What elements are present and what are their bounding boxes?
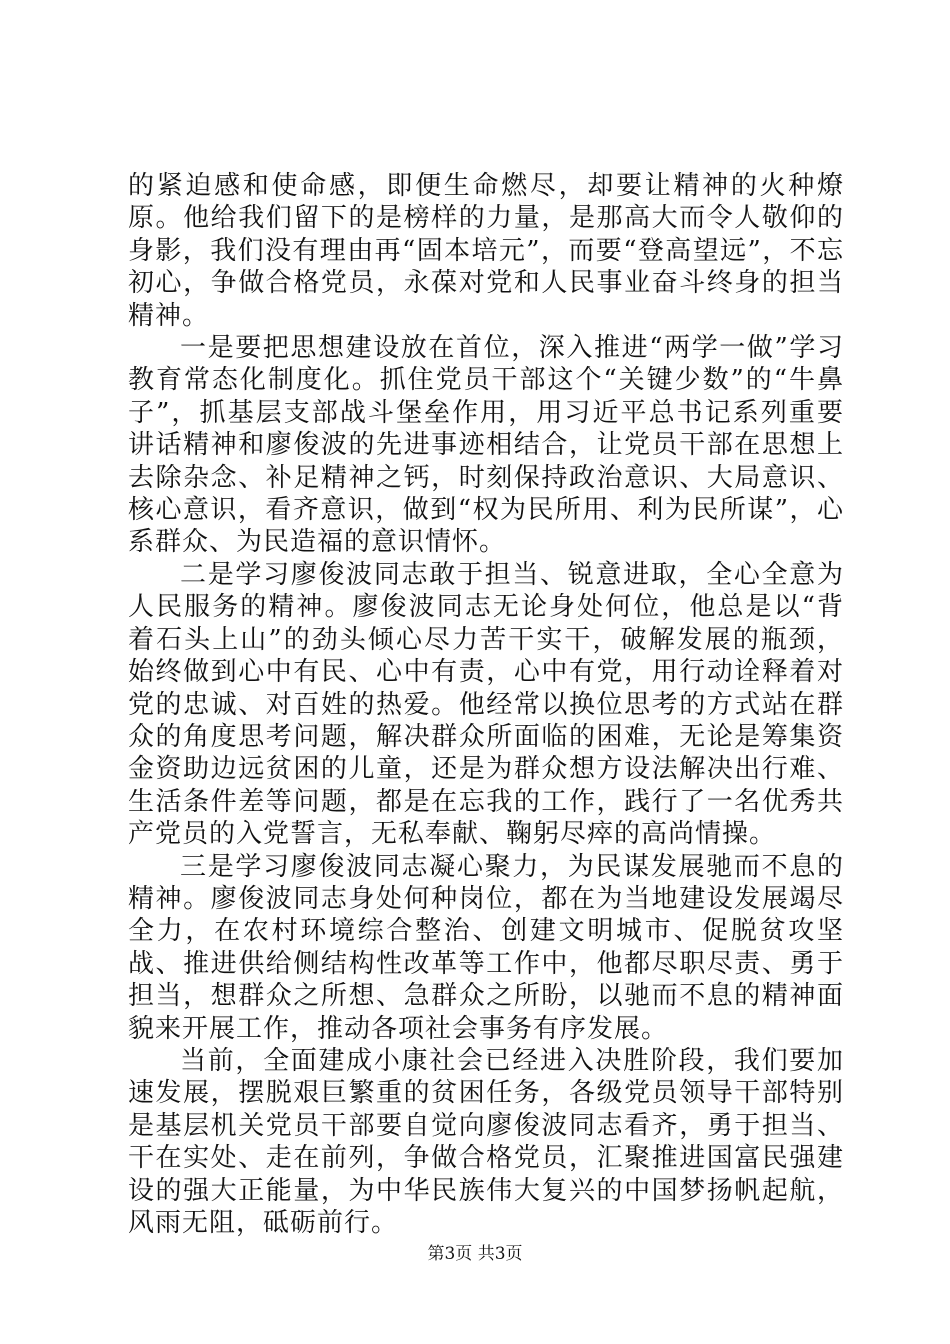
page-number-footer: 第3页 共3页 [427,1244,523,1264]
paragraph-conclusion: 当前，全面建成小康社会已经进入决胜阶段，我们要加速发展，摆脱艰巨繁重的贫困任务，各级党员领导干部特别是基层机关党员干部要自觉向廖俊波同志看齐，勇于担当、干在实处、走在前列，争做合格党员，汇聚推进国富民强建设的强大正能量，为中华民族伟大复兴的中国梦扬帆起航，风雨无阻，砥砺前行。 [128,1045,844,1238]
paragraph-continuation: 的紧迫感和使命感，即便生命燃尽，却要让精神的火种燎原。他给我们留下的是榜样的力量，是那高大而令人敬仰的身影，我们没有理由再“固本培元”，而要“登高望远”，不忘初心，争做合格党员，永葆对党和人民事业奋斗终身的担当精神。 [128,171,844,331]
paragraph-point-three: 三是学习廖俊波同志凝心聚力，为民谋发展驰而不息的精神。廖俊波同志身处何种岗位，都在为当地建设发展竭尽全力，在农村环境综合整治、创建文明城市、促脱贫攻坚战、推进供给侧结构性改革等工作中，他都尽职尽责、勇于担当，想群众之所想、急群众之所盼，以驰而不息的精神面貌来开展工作，推动各项社会事务有序发展。 [128,851,844,1044]
paragraph-point-one: 一是要把思想建设放在首位，深入推进“两学一做”学习教育常态化制度化。抓住党员干部这个“关键少数”的“牛鼻子”，抓基层支部战斗堡垒作用，用习近平总书记系列重要讲话精神和廖俊波的先进事迹相结合，让党员干部在思想上去除杂念、补足精神之钙，时刻保持政治意识、大局意识、核心意识，看齐意识，做到“权为民所用、利为民所谋”，心系群众、为民造福的意识情怀。 [128,333,844,558]
paragraph-point-two: 二是学习廖俊波同志敢于担当、锐意进取，全心全意为人民服务的精神。廖俊波同志无论身处何位，他总是以“背着石头上山”的劲头倾心尽力苦干实干，破解发展的瓶颈，始终做到心中有民、心中有责，心中有党，用行动诠释着对党的忠诚、对百姓的热爱。他经常以换位思考的方式站在群众的角度思考问题，解决群众所面临的困难，无论是筹集资金资助边远贫困的儿童，还是为群众想方设法解决出行难、生活条件差等问题，都是在忘我的工作，践行了一名优秀共产党员的入党誓言，无私奉献、鞠躬尽瘁的高尚情操。 [128,559,844,850]
document-body [128,170,844,1239]
